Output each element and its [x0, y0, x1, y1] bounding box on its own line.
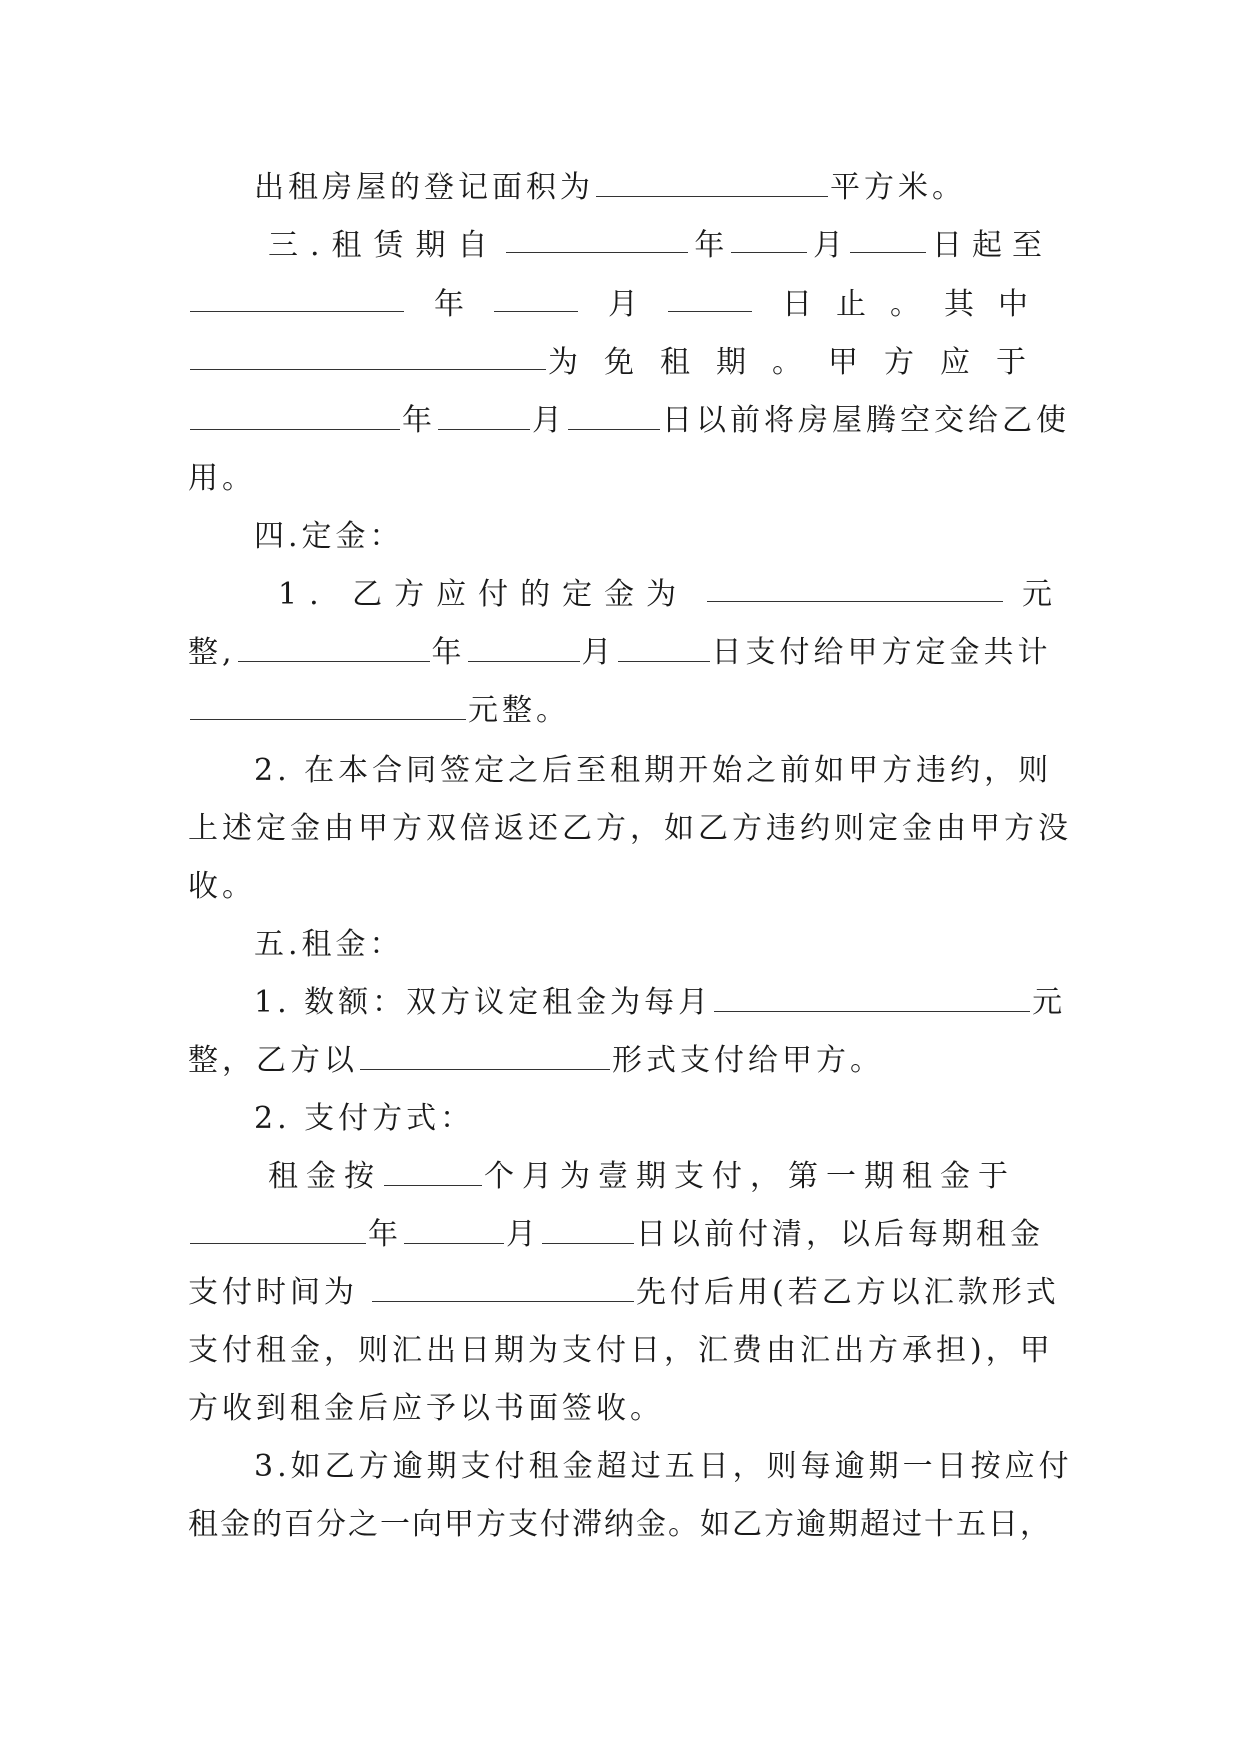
fill-blank[interactable] [238, 635, 430, 662]
fill-blank[interactable] [714, 985, 1030, 1012]
text-line: 整, 年 月 日支付给甲方定金共计 [188, 635, 1052, 670]
text-line: 2. 在本合同签定之后至租期开始之前如甲方违约，则 [254, 753, 1053, 788]
fill-blank[interactable] [850, 226, 926, 253]
fill-blank[interactable] [438, 403, 530, 430]
fill-blank[interactable] [618, 635, 710, 662]
fill-blank[interactable] [506, 226, 688, 253]
text-line: 支付租金，则汇出日期为支付日，汇费由汇出方承担)，甲 [188, 1333, 1054, 1368]
fill-blank[interactable] [596, 170, 828, 197]
text-line: 租金的百分之一向甲方支付滞纳金。如乙方逾期超过十五日， [188, 1507, 1052, 1542]
text-line: 支付时间为 先付后用(若乙方以汇款形式 [188, 1275, 1060, 1310]
fill-blank[interactable] [372, 1275, 634, 1302]
text-line: 年 月 日止。其中 [188, 285, 1052, 325]
text-line: 3.如乙方逾期支付租金超过五日，则每逾期一日按应付 [254, 1449, 1073, 1484]
fill-blank[interactable] [190, 693, 466, 720]
section-heading: 四.定金： [254, 519, 404, 554]
text-line: 三.租赁期自 年 月 日起至 [268, 228, 1052, 263]
section-heading: 五.租金： [254, 927, 404, 962]
fill-blank[interactable] [468, 635, 580, 662]
fill-blank[interactable] [190, 403, 400, 430]
text-line: 1. 数额：双方议定租金为每月 元 [254, 985, 1067, 1020]
fill-blank[interactable] [731, 226, 807, 253]
text-line: 1. 乙方应付的定金为 元 [278, 577, 1052, 612]
fill-blank[interactable] [494, 285, 578, 312]
fill-blank[interactable] [360, 1043, 610, 1070]
fill-blank[interactable] [404, 1217, 504, 1244]
fill-blank[interactable] [568, 403, 660, 430]
fill-blank[interactable] [190, 285, 404, 312]
fill-blank[interactable] [190, 1217, 366, 1244]
text-line: 年 月 日以前将房屋腾空交给乙使 [188, 401, 1052, 441]
fill-blank[interactable] [190, 343, 546, 370]
fill-blank[interactable] [542, 1217, 634, 1244]
text-line: 收。 [188, 869, 256, 904]
text-line: 上述定金由甲方双倍返还乙方，如乙方违约则定金由甲方没 [188, 811, 1072, 846]
fill-blank[interactable] [707, 575, 1003, 602]
text-line: 出租房屋的登记面积为 平方米。 [254, 170, 966, 205]
fill-blank[interactable] [668, 285, 752, 312]
text-line: 为免租期。甲方应于 [188, 343, 1052, 383]
text-line: 年 月 日以前付清，以后每期租金 [188, 1215, 1052, 1255]
text-line: 2. 支付方式： [254, 1101, 475, 1136]
fill-blank[interactable] [384, 1159, 482, 1186]
text-line: 租金按 个月为壹期支付，第一期租金于 [268, 1159, 1016, 1194]
text-line: 方收到租金后应予以书面签收。 [188, 1391, 664, 1426]
text-line: 元整。 [188, 691, 1052, 731]
text-line: 用。 [188, 461, 256, 496]
text-line: 整，乙方以 形式支付给甲方。 [188, 1043, 884, 1078]
